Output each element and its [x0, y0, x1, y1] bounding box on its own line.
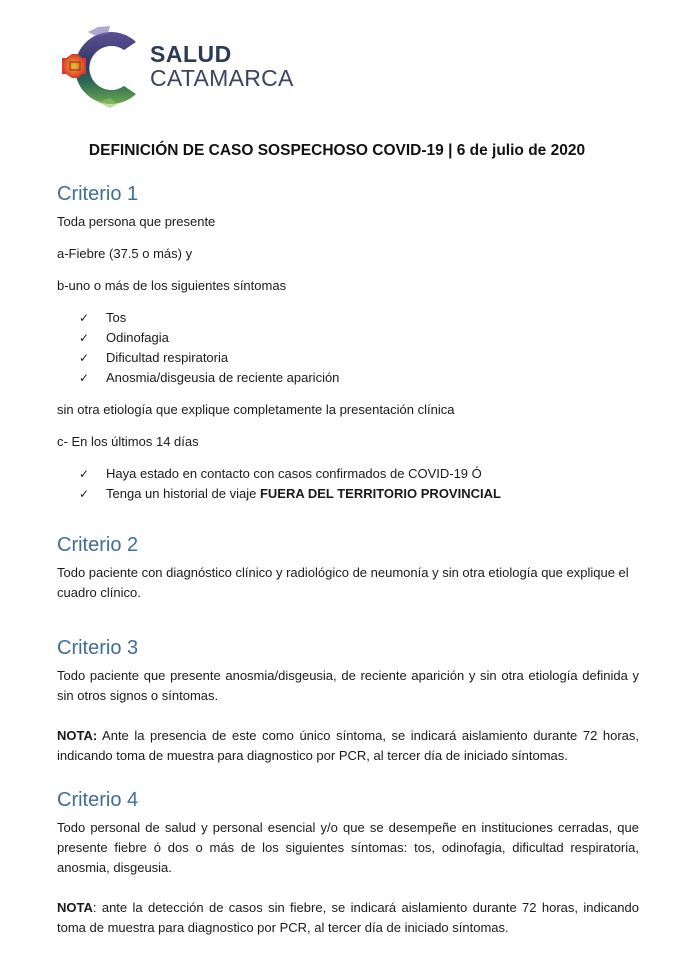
criterio-4-section	[57, 788, 639, 938]
condition-text: Tenga un historial de viaje	[106, 486, 260, 501]
criterio-1-item-b: b-uno o más de los siguientes síntomas	[57, 278, 287, 293]
criterio-2-text: Todo paciente con diagnóstico clínico y radiológico de neumonía y sin otra etiología que explique el cuadro clínico.	[57, 565, 629, 600]
checkmark-icon: ✓	[79, 311, 90, 325]
criterio-3-section	[57, 636, 639, 766]
checkmark-icon: ✓	[79, 371, 90, 385]
criterio-1-section	[57, 182, 639, 504]
criterio-4-text: Todo personal de salud y personal esencial y/o que se desempeñe en instituciones cerradas, que presente fiebre ó dos o más de los siguientes síntomas: tos, odinofagia, dificultad respiratoria, anosmia, disgeusia.	[57, 820, 639, 875]
conditions-list	[57, 464, 639, 504]
document-title: DEFINICIÓN DE CASO SOSPECHOSO COVID-19 | 6 de julio de 2020	[88, 142, 586, 159]
note-label: NOTA:	[57, 728, 98, 743]
symptoms-list	[57, 308, 639, 388]
brand-name-catamarca: CATAMARCA	[150, 65, 294, 91]
note-text: : ante la detección de casos sin fiebre, se indicará aislamiento durante 72 horas, indicando toma de muestra para diagnostico por PCR, al tercer día de iniciado síntomas.	[57, 900, 639, 935]
criterio-3-note	[57, 726, 639, 766]
list-item	[79, 464, 639, 484]
list-item	[79, 484, 639, 504]
symptom-text: Tos	[106, 310, 127, 325]
criterio-3-heading: Criterio 3	[57, 637, 139, 659]
criterio-4-heading: Criterio 4	[57, 789, 139, 811]
checkmark-icon: ✓	[79, 487, 90, 501]
checkmark-icon: ✓	[79, 351, 90, 365]
condition-emphasis: FUERA DEL TERRITORIO PROVINCIAL	[259, 486, 501, 501]
brand-name-salud: SALUD	[150, 41, 232, 67]
c-emblem-icon	[58, 22, 148, 112]
criterio-3-text: Todo paciente que presente anosmia/disgeusia, de reciente aparición y sin otra etiología definida y sin otros signos o síntomas.	[57, 668, 639, 703]
list-item	[79, 368, 639, 388]
criterio-1-item-a: a-Fiebre (37.5 o más) y	[57, 246, 193, 261]
criterio-1-etiology: sin otra etiología que explique completamente la presentación clínica	[57, 402, 455, 417]
checkmark-icon: ✓	[79, 467, 90, 481]
criterio-1-item-c: c- En los últimos 14 días	[57, 434, 199, 449]
checkmark-icon: ✓	[79, 331, 90, 345]
list-item	[79, 348, 639, 368]
condition-text: Haya estado en contacto con casos confirmados de COVID-19 Ó	[106, 466, 482, 481]
criterio-1-heading: Criterio 1	[57, 183, 139, 205]
note-label: NOTA	[57, 900, 93, 915]
note-text: Ante la presencia de este como único síntoma, se indicará aislamiento durante 72 horas, indicando toma de muestra para diagnostico por PCR, al tercer día de iniciado síntomas.	[57, 728, 639, 763]
criterio-4-note	[57, 898, 639, 938]
salud-catamarca-logo	[58, 22, 308, 112]
symptom-text: Anosmia/disgeusia de reciente aparición	[106, 370, 340, 385]
symptom-text: Odinofagia	[106, 330, 169, 345]
criterio-1-intro: Toda persona que presente	[57, 214, 216, 229]
criterio-2-heading: Criterio 2	[57, 534, 139, 556]
list-item	[79, 308, 639, 328]
criterio-2-section	[57, 533, 639, 603]
symptom-text: Dificultad respiratoria	[106, 350, 229, 365]
list-item	[79, 328, 639, 348]
